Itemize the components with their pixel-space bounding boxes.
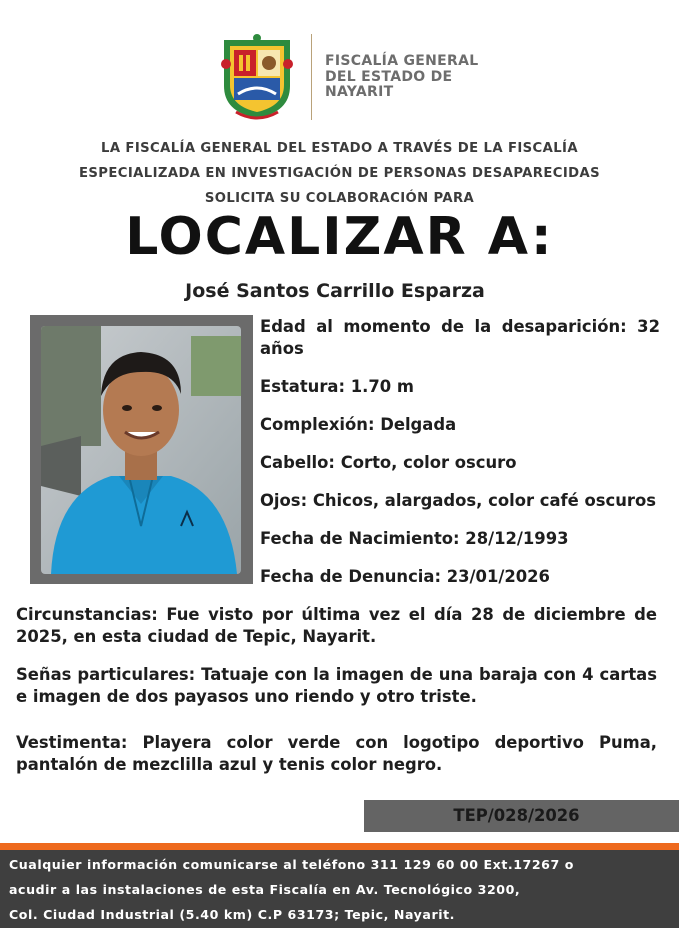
headline: LOCALIZAR A:: [125, 207, 554, 267]
intro-text: [0, 136, 679, 211]
header-divider: [311, 34, 312, 120]
contact-footer: [0, 850, 679, 928]
detail-eyes: Ojos: Chicos, alargados, color café oscuros: [260, 491, 656, 510]
footer-line-2: acudir a las instalaciones de esta Fiscalía en Av. Tecnológico 3200,: [9, 882, 521, 897]
agency-line-1: FISCALÍA GENERAL: [325, 53, 479, 69]
detail-age: Edad al momento de la desaparición: 32 años: [260, 317, 660, 358]
detail-birth-date: Fecha de Nacimiento: 28/12/1993: [260, 529, 569, 548]
detail-hair: Cabello: Corto, color oscuro: [260, 453, 517, 472]
header: [0, 22, 679, 122]
footer-accent-bar: [0, 843, 679, 850]
footer-line-1: Cualquier información comunicarse al teléfono 311 129 60 00 Ext.17267 o: [9, 857, 574, 872]
footer-line-3: Col. Ciudad Industrial (5.40 km) C.P 63173; Tepic, Nayarit.: [9, 907, 455, 922]
clothing-text: Vestimenta: Playera color verde con logotipo deportivo Puma, pantalón de mezclilla azul y tenis color negro.: [16, 733, 657, 774]
state-seal-icon: [218, 34, 296, 120]
detail-report-date: Fecha de Denuncia: 23/01/2026: [260, 567, 550, 586]
agency-line-2: DEL ESTADO DE: [325, 68, 453, 85]
detail-build: Complexión: Delgada: [260, 415, 457, 434]
detail-height: Estatura: 1.70 m: [260, 377, 414, 396]
person-photo: [41, 326, 241, 574]
intro-line-1: LA FISCALÍA GENERAL DEL ESTADO A TRAVÉS DE LA FISCALÍA: [101, 141, 578, 156]
distinguishing-marks-text: Señas particulares: Tatuaje con la imagen de una baraja con 4 cartas e imagen de dos payasos uno riendo y otro triste.: [16, 665, 657, 706]
person-name: José Santos Carrillo Esparza: [185, 280, 485, 302]
intro-line-2: ESPECIALIZADA EN INVESTIGACIÓN DE PERSONAS DESAPARECIDAS: [79, 166, 600, 181]
agency-name: [325, 54, 478, 101]
case-number: TEP/028/2026: [453, 806, 580, 825]
person-details: [260, 316, 660, 604]
agency-line-3: NAYARIT: [325, 84, 394, 100]
intro-line-3: SOLICITA SU COLABORACIÓN PARA: [204, 191, 475, 206]
circumstances-text: Circunstancias: Fue visto por última vez el día 28 de diciembre de 2025, en esta ciudad de Tepic, Nayarit.: [16, 605, 657, 646]
